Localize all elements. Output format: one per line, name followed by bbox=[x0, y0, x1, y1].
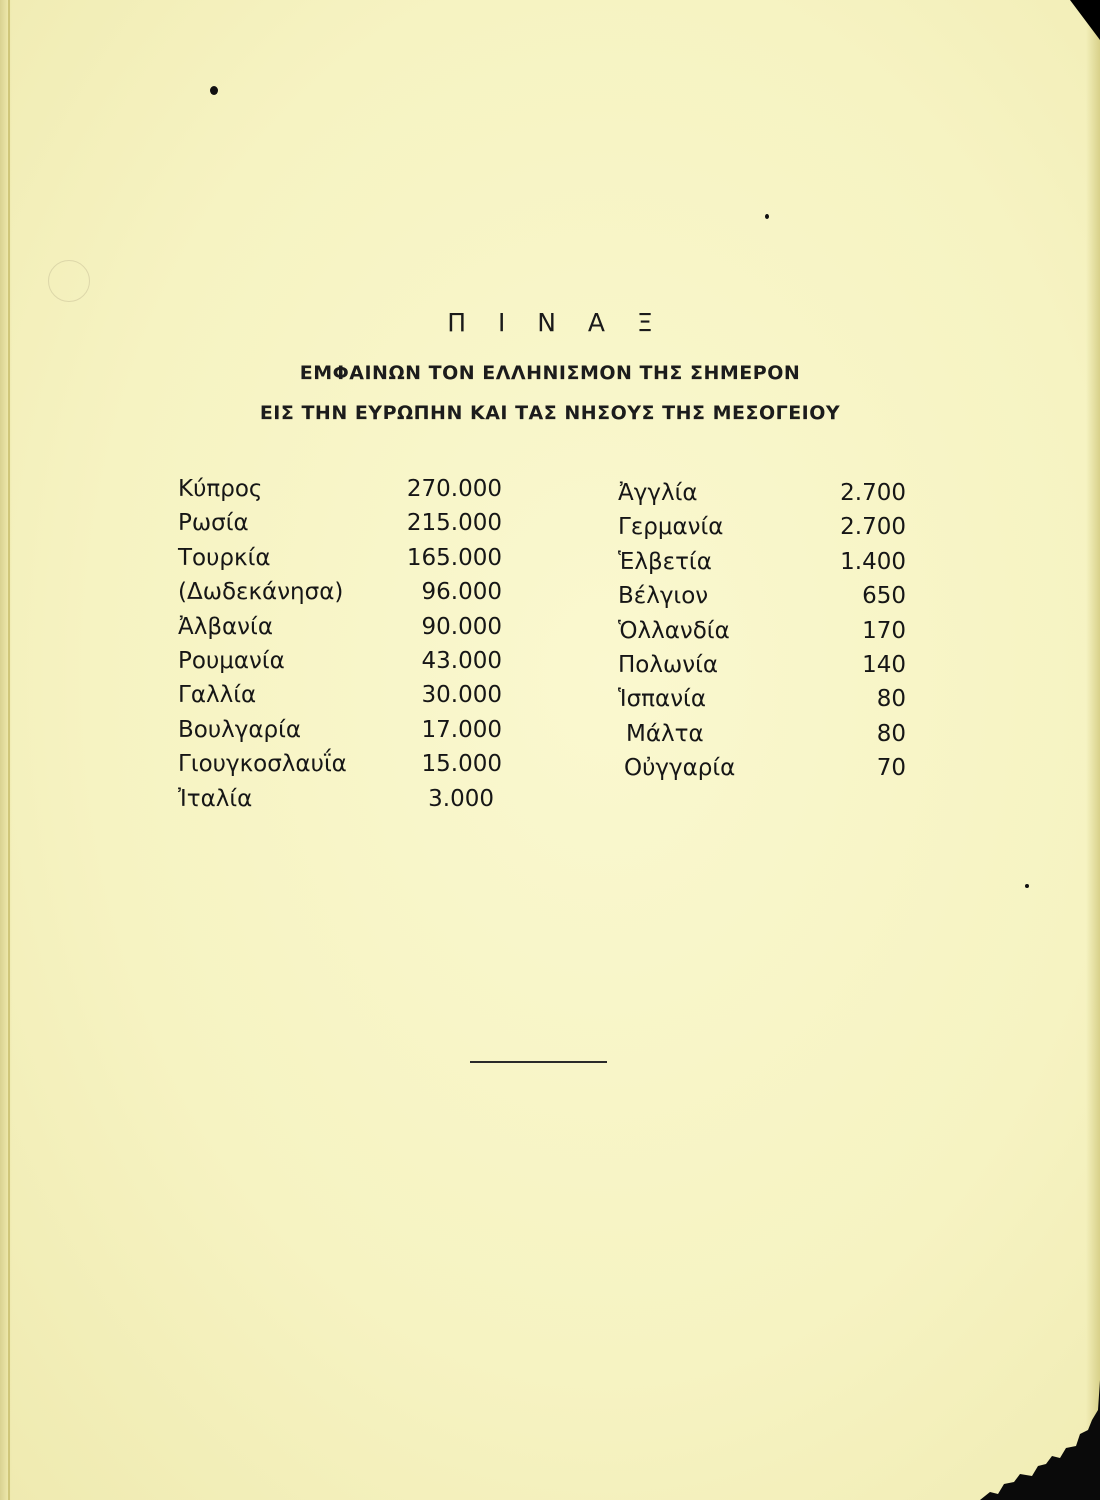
page-title: Π Ι Ν Α Ξ bbox=[447, 308, 665, 337]
table-row bbox=[618, 476, 906, 510]
country-name: Βουλγαρία bbox=[178, 716, 302, 743]
ink-dot bbox=[765, 214, 769, 219]
country-name: Οὐγγαρία bbox=[624, 755, 736, 782]
left-binding-line bbox=[8, 0, 10, 1500]
table-row bbox=[618, 751, 906, 785]
population-value: 70 bbox=[876, 755, 906, 782]
population-value: 43.000 bbox=[421, 647, 502, 674]
table-row bbox=[178, 541, 502, 575]
population-value: 170 bbox=[862, 617, 906, 644]
country-name: Ρουμανία bbox=[178, 647, 285, 674]
table-row bbox=[178, 575, 502, 609]
population-value: 80 bbox=[876, 686, 906, 713]
left-column bbox=[178, 472, 502, 816]
country-name: Ἰταλία bbox=[178, 785, 253, 812]
corner-shadow bbox=[1070, 0, 1100, 40]
population-value: 30.000 bbox=[421, 682, 502, 709]
population-value: 2.700 bbox=[840, 514, 906, 541]
population-value: 17.000 bbox=[421, 716, 502, 743]
country-name: Γαλλία bbox=[178, 682, 257, 709]
population-value: 90.000 bbox=[421, 613, 502, 640]
table-row bbox=[178, 713, 502, 747]
table-row bbox=[618, 648, 906, 682]
country-name: Κύπρος bbox=[178, 476, 263, 502]
country-name: Τουρκία bbox=[178, 544, 271, 571]
ink-dot bbox=[210, 86, 218, 95]
country-name: Γιουγκοσλαυΐα bbox=[178, 751, 347, 778]
country-name: Ἱσπανία bbox=[618, 686, 706, 713]
population-value: 96.000 bbox=[421, 579, 502, 606]
population-value: 270.000 bbox=[406, 476, 502, 502]
country-name: Ἀλβανία bbox=[178, 613, 273, 640]
table-row bbox=[618, 579, 906, 613]
country-name: Ἀγγλία bbox=[618, 480, 698, 506]
table-row bbox=[618, 545, 906, 579]
country-name: Ρωσία bbox=[178, 510, 249, 537]
table-row bbox=[618, 717, 906, 751]
faint-stain bbox=[48, 260, 90, 302]
country-name: Μάλτα bbox=[626, 720, 704, 747]
population-value: 3.000 bbox=[428, 785, 494, 812]
population-value: 215.000 bbox=[406, 510, 502, 537]
table-row bbox=[178, 782, 502, 816]
population-value: 80 bbox=[876, 720, 906, 747]
subtitle-line-2: ΕΙΣ ΤΗΝ ΕΥΡΩΠΗΝ ΚΑΙ ΤΑΣ ΝΗΣΟΥΣ ΤΗΣ ΜΕΣΟΓΕΙΟΥ bbox=[259, 402, 841, 424]
country-name: Ὁλλανδία bbox=[618, 617, 730, 644]
population-value: 165.000 bbox=[406, 544, 502, 571]
country-name: Ἑλβετία bbox=[618, 548, 712, 575]
closing-divider bbox=[470, 1061, 607, 1063]
country-name: Πολωνία bbox=[618, 651, 719, 678]
population-value: 1.400 bbox=[840, 548, 906, 575]
table-row bbox=[178, 678, 502, 712]
torn-corner-icon bbox=[980, 1380, 1100, 1500]
table-row bbox=[618, 510, 906, 544]
table-row bbox=[178, 610, 502, 644]
table-row bbox=[618, 682, 906, 716]
table-row bbox=[178, 472, 502, 506]
right-column bbox=[618, 476, 906, 786]
population-value: 140 bbox=[862, 651, 906, 678]
table-row bbox=[178, 747, 502, 781]
table-row bbox=[618, 614, 906, 648]
table-row bbox=[178, 644, 502, 678]
population-value: 650 bbox=[862, 583, 906, 610]
ink-dot bbox=[1025, 884, 1029, 888]
table-row bbox=[178, 506, 502, 540]
right-page-edge bbox=[1086, 0, 1100, 1500]
population-value: 2.700 bbox=[840, 480, 906, 506]
country-name: (Δωδεκάνησα) bbox=[178, 579, 344, 606]
subtitle-line-1: ΕΜΦΑΙΝΩΝ ΤΟΝ ΕΛΛΗΝΙΣΜΟΝ ΤΗΣ ΣΗΜΕΡΟΝ bbox=[299, 362, 801, 384]
country-name: Βέλγιον bbox=[618, 583, 709, 610]
left-binding-edge bbox=[0, 0, 12, 1500]
country-name: Γερμανία bbox=[618, 514, 724, 541]
population-value: 15.000 bbox=[421, 751, 502, 778]
